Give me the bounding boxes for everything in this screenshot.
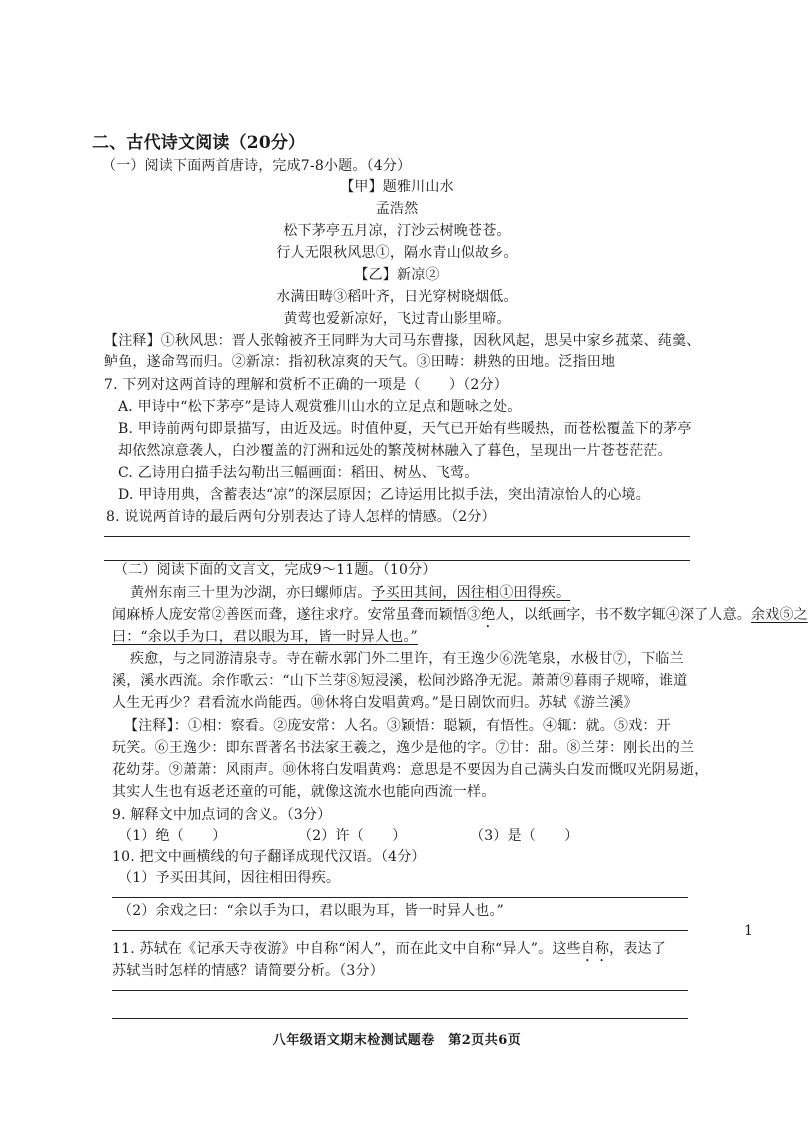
poem-a-title: 【甲】题雅川山水 <box>340 179 454 195</box>
q7-option-b-1: B. 甲诗前两句即景描写，由近及远。时值仲夏，天气已开始有些暖热，而苍松覆盖下的茅亭 <box>118 421 692 437</box>
passage-notes-line-2: 玩笑。⑥王逸少：即东晋著名书法家王羲之，逸少是他的字。⑦甘：甜。⑧兰芽：刚长出的兰 <box>112 740 695 756</box>
poem-b-title: 【乙】新凉② <box>354 267 440 283</box>
q11-stem-line-1: 11. 苏轼在《记承天寺夜游》中自称“闲人”，而在此文中自称“异人”。这些自称，表达了 <box>112 941 666 957</box>
q7-option-b-2: 却依然凉意袭人，白沙覆盖的汀洲和远处的繁茂树林融入了暮色，呈现出一片苍苍茫茫。 <box>118 443 672 459</box>
passage-notes-line-4: 其实人生也有返老还童的可能，就像这流水也能向西流一样。 <box>112 784 496 800</box>
passage-line-3 <box>112 628 418 646</box>
poem-a-line-1: 松下茅亭五月凉，汀沙云树晚苍苍。 <box>283 223 511 239</box>
q11-answer-line-1[interactable] <box>112 990 688 991</box>
q9-stem: 9. 解释文中加点词的含义。（3分） <box>112 807 332 823</box>
passage-line-1-underlined: 予买田其间，因往相①田得疾。 <box>371 585 571 601</box>
section-title: 二、古代诗文阅读（20分） <box>92 133 306 153</box>
q10-answer-line-2[interactable] <box>112 930 688 931</box>
q9-blank-2[interactable]: （2）许（ ） <box>298 828 407 844</box>
poem-notes-line-1: 【注释】①秋风思：晋人张翰被齐王同畔为大司马东曹掾，因秋风起，思吴中家乡菰菜、莼羹、 <box>104 333 701 349</box>
q7-option-d: D. 甲诗用典，含蓄表达“凉”的深层原因；乙诗运用比拟手法，突出清凉怡人的心境。 <box>118 487 650 503</box>
q10-stem: 10. 把文中画横线的句子翻译成现代汉语。（4分） <box>112 849 426 865</box>
poem-a-line-2: 行人无限秋风思①，隔水青山似故乡。 <box>276 245 518 261</box>
poem-a-author: 孟浩然 <box>375 201 419 217</box>
poem-notes-line-2: 鲈鱼，遂命驾而归。②新凉：指初秋凉爽的天气。③田畴：耕熟的田地。泛指田地 <box>104 354 616 370</box>
q10-answer-line-1[interactable] <box>112 897 688 898</box>
part1-instruction: （一）阅读下面两首唐诗，完成7-8小题。（4分） <box>102 158 412 174</box>
passage-line-4: 疾愈，与之同游清泉寺。寺在蕲水郭门外二里许，有王逸少⑥洗笔泉，水极甘⑦，下临兰 <box>130 651 684 667</box>
dotted-word-zichen: 自称 <box>580 941 610 957</box>
part2-instruction: （二）阅读下面的文言文，完成9～11题。（10分） <box>114 562 437 578</box>
passage-line-2-underlined: 余戏⑤之 <box>751 607 808 623</box>
passage-line-1 <box>130 584 570 602</box>
q11-answer-line-2[interactable] <box>112 1018 688 1019</box>
q7-option-a: A. 甲诗中“松下茅亭”是诗人观赏雅川山水的立足点和题咏之处。 <box>118 399 522 415</box>
page-footer: 八年级语文期末检测试题卷 第2页共6页 <box>272 1033 522 1048</box>
q10-item-2: （2）余戏之曰：“余以手为口，君以眼为耳，皆一时异人也。” <box>118 903 505 919</box>
poem-b-line-1: 水满田畴③稻叶齐，日光穿树晓烟低。 <box>276 289 518 305</box>
passage-notes-line-1: 【注释】：①相：察看。②庞安常：人名。③颖悟：聪颖，有悟性。④辄：就。⑤戏：开 <box>124 718 671 734</box>
passage-notes-line-3: 花幼芽。⑨萧萧：风雨声。⑩休将白发唱黄鸡：意思是不要因为自己满头白发而慨叹光阴易逝， <box>112 762 709 778</box>
q11-stem-line-2: 苏轼当时怎样的情感？请简要分析。（3分） <box>112 963 384 979</box>
q9-blank-1[interactable]: （1）绝（ ） <box>118 828 227 844</box>
q7-stem: 7. 下列对这两首诗的理解和赏析不正确的一项是（ ）（2分） <box>104 377 508 393</box>
q8-stem: 8. 说说两首诗的最后两句分别表达了诗人怎样的情感。（2分） <box>106 509 496 525</box>
margin-mark: 1 <box>744 923 754 939</box>
q8-answer-line-1[interactable] <box>104 536 690 537</box>
q9-blank-3[interactable]: （3）是（ ） <box>470 828 579 844</box>
passage-line-5: 溪，溪水西流。余作歌云：“山下兰芽⑧短浸溪，松间沙路净无泥。萧萧⑨暮雨子规啼，谁道 <box>112 673 688 689</box>
q7-option-c: C. 乙诗用白描手法勾勒出三幅画面：稻田、树丛、飞莺。 <box>118 465 479 481</box>
passage-line-1-text: 黄州东南三十里为沙湖，亦曰螺师店。 <box>130 585 372 601</box>
passage-line-3-underlined: 曰：“余以手为口，君以眼为耳，皆一时异人也。” <box>112 629 418 645</box>
poem-b-line-2: 黄莺也爱新凉好，飞过青山影里啼。 <box>283 311 511 327</box>
passage-line-2: 闻麻桥人庞安常②善医而聋，遂往求疗。安常虽聋而颖悟③绝人，以纸画字，书不数字辄④深了人意。余戏⑤之 <box>112 607 808 623</box>
dotted-word-jue: 绝 <box>481 607 496 623</box>
passage-line-6: 人生无再少？君看流水尚能西。⑩休将白发唱黄鸡。”是日剧饮而归。苏轼《游兰溪》 <box>112 695 638 711</box>
q10-item-1: （1）予买田其间，因往相田得疾。 <box>118 870 341 886</box>
